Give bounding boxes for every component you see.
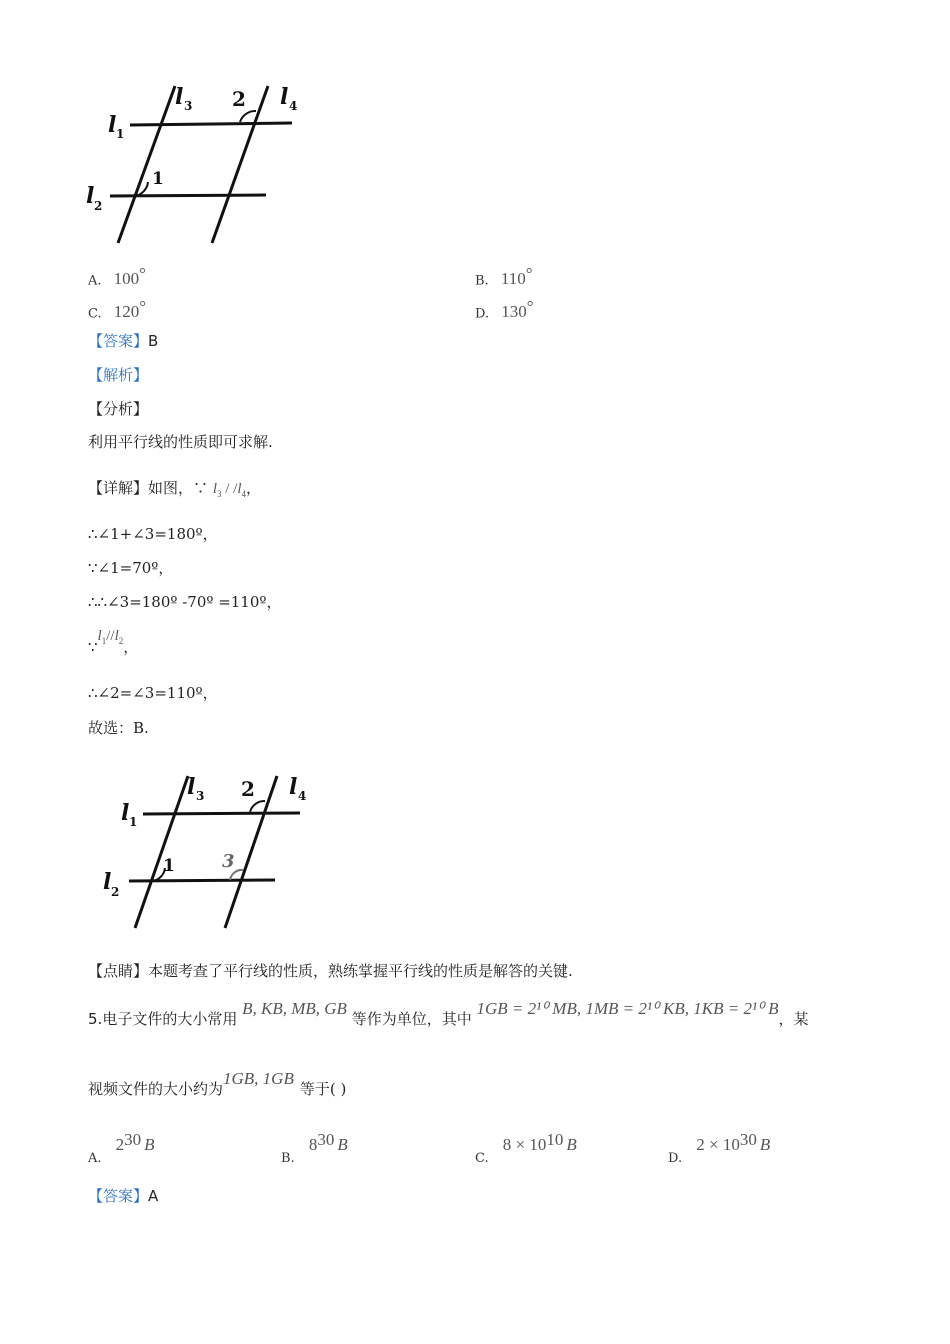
math-l4-sub: 4 [241,489,246,499]
angle-label-2: 2 [241,777,255,801]
option-unit: B [144,1135,155,1155]
option-value: 100 [113,269,140,289]
line-l1 [143,813,300,814]
question-text: 视频文件的大小约为 [88,1080,224,1098]
answer-tag: 【答案】 [88,1187,149,1205]
step-4 [88,624,139,656]
angle-2-arc [240,111,256,122]
math-relation: 1GB = 2¹⁰ MB, 1MB = 2¹⁰ KB, 1KB = 2¹⁰ B [476,999,779,1018]
parallel-sign: / / [221,481,238,497]
label-l1: l [108,112,117,138]
angle-label-2: 2 [232,87,246,111]
comment-line [88,960,573,981]
label-l4-sub: 4 [298,789,307,803]
option-d [475,297,534,322]
option-base: 2 × 10 [696,1135,740,1155]
question-text: 等于( ) [299,1080,347,1098]
degree-sign: ° [139,297,147,316]
option-letter: B. [475,273,489,289]
angle-label-1: 1 [163,856,175,876]
math-l1-sub: 1 [101,636,107,646]
label-l1: l [121,800,130,826]
degree-sign: ° [139,264,146,283]
math-size: 1GB, 1GB [223,1069,294,1088]
step-2: ∵∠1=70º， [88,559,174,577]
detail-line [88,477,261,499]
answer-value: B [148,332,159,350]
detail-tag: 【详解】 [88,479,149,497]
step4-end: ， [123,638,139,656]
angle-2-arc [250,801,265,812]
step-1: ∴∠1+∠3=180º， [88,525,218,543]
option-unit: B [566,1135,577,1155]
label-l1-sub: 1 [129,815,138,829]
angle-label-3: 3 [222,851,235,872]
option-value: 130 [501,302,527,322]
option-value: 120 [113,302,140,322]
q5-option-c [475,1130,577,1167]
parallel-sign: // [106,628,115,644]
math-l2-sub: 2 [118,636,124,646]
line-l1 [130,123,292,125]
comment-tag: 【点睛】 [88,962,149,980]
question-text: 电子文件的大小常用 [102,1010,238,1028]
fenxi-text: 利用平行线的性质即可求解. [88,433,273,451]
detail-end: ， [246,479,262,497]
label-l3: l [175,84,184,110]
option-c [88,297,146,322]
step-5: ∴∠2=∠3=110º， [88,684,218,702]
degree-sign: ° [526,297,534,316]
fenxi-tag: 【分析】 [88,400,149,418]
math-units: B, KB, MB, GB [242,999,347,1018]
math-l2: l [114,628,119,644]
option-base: 8 [308,1135,318,1155]
option-letter: A. [88,1151,102,1167]
question-number: 5. [88,1010,103,1028]
option-letter: D. [475,306,490,322]
label-l4: l [289,774,298,800]
label-l1-sub: 1 [116,127,125,141]
label-l2: l [103,869,112,895]
option-base: 8 × 10 [502,1135,547,1155]
option-exp: 30 [317,1130,335,1149]
line-l2 [110,195,266,196]
q5-option-b [281,1130,348,1167]
math-l3-sub: 3 [216,489,222,499]
angle-label-1: 1 [152,169,164,189]
choose-line: 故选：B. [88,719,149,737]
math-l4: l [237,481,242,497]
option-letter: A. [88,273,102,289]
q5-answer-line [88,1185,158,1206]
option-letter: B. [281,1151,295,1167]
option-exp: 10 [546,1130,564,1149]
degree-sign: ° [525,264,533,283]
option-letter: C. [475,1151,489,1167]
comment-text: 本题考查了平行线的性质，熟练掌握平行线的性质是解答的关键. [148,962,573,980]
analysis-tag: 【解析】 [88,366,149,384]
label-l3-sub: 3 [196,789,205,803]
parallel-lines-figure-1 [80,78,320,250]
parallel-lines-figure-2 [95,768,325,933]
answer-value: A [148,1187,159,1205]
option-base: 2 [115,1135,125,1155]
question-5-line-2 [88,1068,347,1098]
math-l1: l [97,628,102,644]
option-exp: 30 [739,1130,757,1149]
label-l2: l [86,183,95,209]
label-l2-sub: 2 [94,199,103,213]
detail-intro: 如图，∵ [148,479,209,497]
option-letter: D. [668,1151,683,1167]
option-b [475,264,533,289]
option-a [88,264,146,289]
label-l4-sub: 4 [289,99,298,113]
q5-option-d [668,1130,771,1167]
label-l3: l [187,774,196,800]
question-5-line-1 [88,998,868,1028]
answer-tag: 【答案】 [88,332,149,350]
because-sign: ∵ [88,638,98,656]
math-l3: l [212,481,217,497]
option-exp: 30 [124,1130,142,1149]
option-value: 110 [500,269,526,289]
question-text: ，某 [778,1010,809,1028]
question-text: 等作为单位，其中 [351,1010,472,1028]
label-l3-sub: 3 [184,99,193,113]
answer-line [88,330,158,351]
step-3: ∴∴∠3=180º -70º =110º， [88,593,282,611]
line-l3 [118,86,175,243]
q5-option-a [88,1130,155,1167]
label-l4: l [280,84,289,110]
line-l3 [135,776,188,928]
option-unit: B [337,1135,348,1155]
option-unit: B [759,1135,771,1155]
option-letter: C. [88,306,102,322]
label-l2-sub: 2 [111,885,120,899]
